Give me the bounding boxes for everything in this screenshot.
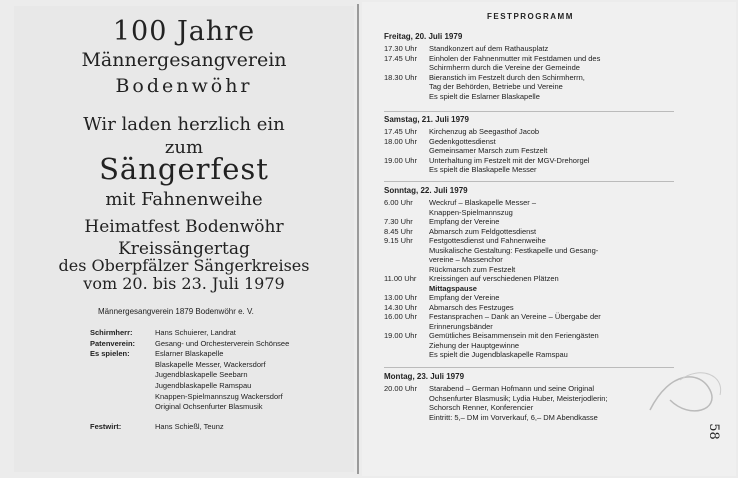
event-line: Musikalische Gestaltung: Festkapelle und Gesang-: [429, 245, 599, 255]
day-title: Montag, 23. Juli 1979: [384, 372, 465, 381]
day-title: Freitag, 20. Juli 1979: [384, 32, 463, 41]
title-society: Männergesangverein: [81, 49, 287, 71]
event-line: Empfang der Vereine: [429, 293, 500, 302]
program-event: [384, 284, 684, 294]
event-line: Festgottesdienst und Fahnenweihe: [429, 236, 546, 245]
day-title: Samstag, 21. Juli 1979: [384, 115, 469, 124]
band-item: Eslarner Blaskapelle: [155, 349, 224, 359]
event-time: 17.30 Uhr: [384, 44, 417, 53]
event-time: 9.15 Uhr: [384, 236, 413, 245]
patenverein-row: [90, 339, 360, 350]
program-event: [384, 384, 684, 422]
event-line: Weckruf – Blaskapelle Messer –: [429, 198, 536, 207]
invitation-panel: [14, 6, 354, 472]
bands-list: [155, 349, 360, 413]
verein-name: Männergesangverein 1879 Bodenwöhr e. V.: [98, 307, 254, 316]
program-event: [384, 44, 684, 54]
band-item: Jugendblaskapelle Ramspau: [155, 380, 252, 390]
schirmherr-label: Schirmherr:: [90, 328, 133, 337]
festwirt-row: [90, 422, 224, 433]
event-line: Standkonzert auf dem Rathausplatz: [429, 44, 549, 53]
heimatfest-text: Heimatfest Bodenwöhr: [84, 217, 284, 237]
event-time: 13.00 Uhr: [384, 293, 417, 302]
event-line: Bieranstich im Festzelt durch den Schirmherrn,: [429, 72, 585, 82]
event-line: Eintritt: 5,– DM im Vorverkauf, 6,– DM Abendkasse: [429, 412, 598, 422]
event-line: Rückmarsch zum Festzelt: [429, 264, 516, 274]
event-line: Schirmherrn durch die Vereine der Gemeinde: [429, 63, 580, 72]
event-time: 6.00 Uhr: [384, 198, 413, 207]
info-table: [90, 328, 360, 413]
title-years: 100 Jahre: [112, 16, 256, 47]
program-event: [384, 217, 684, 227]
event-line: Es spielt die Blaskapelle Messer: [429, 165, 537, 174]
event-line: Ochsenfurter Blasmusik; Lydia Huber, Meisterjodlerin;: [429, 393, 608, 403]
event-line: Festansprachen – Dank an Vereine – Übergabe der: [429, 312, 601, 321]
event-line: Es spielt die Eslarner Blaskapelle: [429, 91, 540, 101]
program-event: [384, 331, 684, 360]
day-block-monday: [384, 372, 684, 422]
separator: [384, 111, 674, 112]
band-item: Jugendblaskapelle Seebarn: [155, 370, 248, 380]
program-event: [384, 236, 684, 274]
event-time: 18.00 Uhr: [384, 136, 417, 146]
schirmherr-row: [90, 328, 360, 339]
mittagspause-label: Mittagspause: [429, 283, 477, 293]
kreissaengertag-text: Kreissängertag: [118, 239, 250, 259]
page-number: 58: [705, 423, 721, 440]
program-header: FESTPROGRAMM: [487, 12, 574, 21]
event-time: 19.00 Uhr: [384, 155, 417, 165]
program-event: [384, 274, 684, 284]
program-event: [384, 127, 684, 137]
program-event: [384, 293, 684, 303]
festwirt-label: Festwirt:: [90, 422, 122, 431]
event-time: 16.00 Uhr: [384, 312, 417, 321]
event-line: Empfang der Vereine: [429, 217, 500, 226]
event-line: Gedenkgottesdienst: [429, 136, 496, 146]
program-event: [384, 227, 684, 237]
es-spielen-label: Es spielen:: [90, 349, 130, 359]
event-line: Knappen-Spielmannszug: [429, 207, 513, 217]
day-block-saturday: [384, 115, 684, 175]
event-time: [384, 284, 429, 294]
page-divider: [357, 4, 359, 474]
event-line: Unterhaltung im Festzelt mit der MGV-Drehorgel: [429, 155, 590, 165]
pencil-scribble-icon: [640, 360, 730, 430]
event-line: Abmarsch des Festzuges: [429, 302, 514, 312]
event-time: 18.30 Uhr: [384, 72, 417, 82]
dates-text: vom 20. bis 23. Juli 1979: [83, 274, 285, 293]
program-event: [384, 54, 684, 73]
program-event: [384, 312, 684, 331]
day-title: Sonntag, 22. Juli 1979: [384, 186, 468, 195]
band-item: Knappen-Spielmannszug Wackersdorf: [155, 391, 283, 401]
event-line: Gemütliches Beisammensein mit den Feriengästen: [429, 331, 599, 340]
event-line: vereine – Massenchor: [429, 255, 503, 264]
event-line: Gemeinsamer Marsch zum Festzelt: [429, 146, 548, 155]
schirmherr-value: Hans Schuierer, Landrat: [155, 328, 236, 337]
event-subtitle: mit Fahnenweihe: [105, 189, 263, 210]
program-event: [384, 198, 684, 217]
event-time: 7.30 Uhr: [384, 217, 413, 226]
day-block-friday: [384, 32, 684, 101]
title-town: Bodenwöhr: [115, 75, 253, 97]
event-line: Starabend – German Hofmann und seine Original: [429, 384, 595, 393]
patenverein-label: Patenverein:: [90, 338, 136, 348]
program-event: [384, 73, 684, 102]
event-line: Kirchenzug ab Seegasthof Jacob: [429, 127, 540, 136]
separator: [384, 181, 674, 182]
event-title: Sängerfest: [99, 152, 269, 186]
event-time: 14.30 Uhr: [384, 302, 417, 312]
event-time: 19.00 Uhr: [384, 331, 417, 340]
oberpfalzer-text: des Oberpfälzer Sängerkreises: [58, 256, 310, 275]
event-time: 8.45 Uhr: [384, 226, 413, 236]
event-line: Ziehung der Hauptgewinne: [429, 340, 520, 350]
day-block-sunday: [384, 186, 684, 360]
program-event: [384, 303, 684, 313]
band-item: Blaskapelle Messer, Wackersdorf: [155, 359, 266, 369]
event-time: 17.45 Uhr: [384, 127, 417, 136]
invite-text: Wir laden herzlich ein: [83, 114, 285, 135]
zum-text: zum: [164, 137, 204, 158]
festwirt-value: Hans Schießl, Teunz: [155, 422, 224, 431]
separator: [384, 367, 674, 368]
event-line: Erinnerungsbänder: [429, 321, 493, 331]
event-line: Einholen der Fahnenmutter mit Festdamen und des: [429, 53, 601, 63]
program-event: [384, 137, 684, 156]
event-line: Tag der Behörden, Betriebe und Vereine: [429, 82, 563, 91]
event-time: 17.45 Uhr: [384, 53, 417, 63]
program-event: [384, 156, 684, 175]
event-line: Abmarsch zum Feldgottesdienst: [429, 226, 537, 236]
event-line: Schorsch Renner, Konferencier: [429, 403, 534, 412]
event-line: Kreissingen auf verschiedenen Plätzen: [429, 274, 559, 283]
event-line: Es spielt die Jugendblaskapelle Ramspau: [429, 350, 568, 359]
event-time: 20.00 Uhr: [384, 384, 417, 393]
es-spielen-row: [90, 349, 360, 413]
patenverein-value: Gesang- und Orchesterverein Schönsee: [155, 338, 290, 348]
band-item: Original Ochsenfurter Blasmusik: [155, 402, 263, 412]
event-time: 11.00 Uhr: [384, 274, 417, 283]
